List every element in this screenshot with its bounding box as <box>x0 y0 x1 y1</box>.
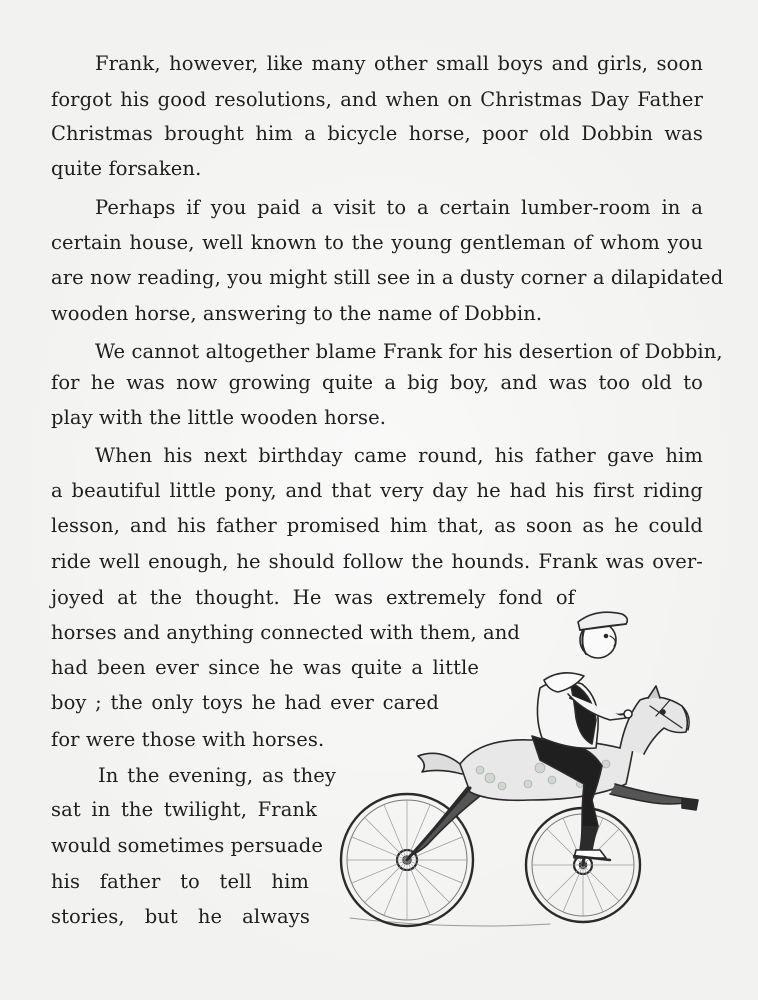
text-line: When his next birthday came round, his father gave him <box>95 444 703 467</box>
text-line: certain house, well known to the young gentleman of whom you <box>51 231 703 254</box>
text-line: a beautiful little pony, and that very day he had his first riding <box>51 479 703 502</box>
text-line: sat in the twilight, Frank <box>51 798 317 821</box>
text-line: Perhaps if you paid a visit to a certain lumber-room in a <box>95 196 703 219</box>
text-line: are now reading, you might still see in a dusty corner a dilapidated <box>51 266 724 289</box>
text-line: stories, but he always <box>51 905 310 928</box>
boy-on-bicycle-horse-illustration <box>330 588 730 933</box>
text-line: lesson, and his father promised him that, as soon as he could <box>51 514 703 537</box>
text-line: wooden horse, answering to the name of Dobbin. <box>51 302 543 325</box>
text-line: forgot his good resolutions, and when on Christmas Day Father <box>51 88 703 111</box>
text-line: We cannot altogether blame Frank for his desertion of Dobbin, <box>95 340 723 363</box>
text-line: quite forsaken. <box>51 157 202 180</box>
text-line: In the evening, as they <box>98 764 336 787</box>
text-line: Christmas brought him a bicycle horse, poor old Dobbin was <box>51 122 703 145</box>
text-line: for he was now growing quite a big boy, and was too old to <box>51 371 703 394</box>
text-line: horses and anything connected with them, and <box>51 621 521 644</box>
text-line: ride well enough, he should follow the hounds. Frank was over- <box>51 550 703 573</box>
text-line: Frank, however, like many other small boys and girls, soon <box>95 52 703 75</box>
text-line: his father to tell him <box>51 870 309 893</box>
text-line: would sometimes persuade <box>51 834 323 857</box>
boy-rider <box>532 612 632 860</box>
text-line: play with the little wooden horse. <box>51 406 387 429</box>
text-line: had been ever since he was quite a little <box>51 656 479 679</box>
text-line: for were those with horses. <box>51 728 325 751</box>
text-line: joyed at the thought. He was extremely fond of <box>51 586 575 609</box>
text-line: boy ; the only toys he had ever cared <box>51 691 439 714</box>
